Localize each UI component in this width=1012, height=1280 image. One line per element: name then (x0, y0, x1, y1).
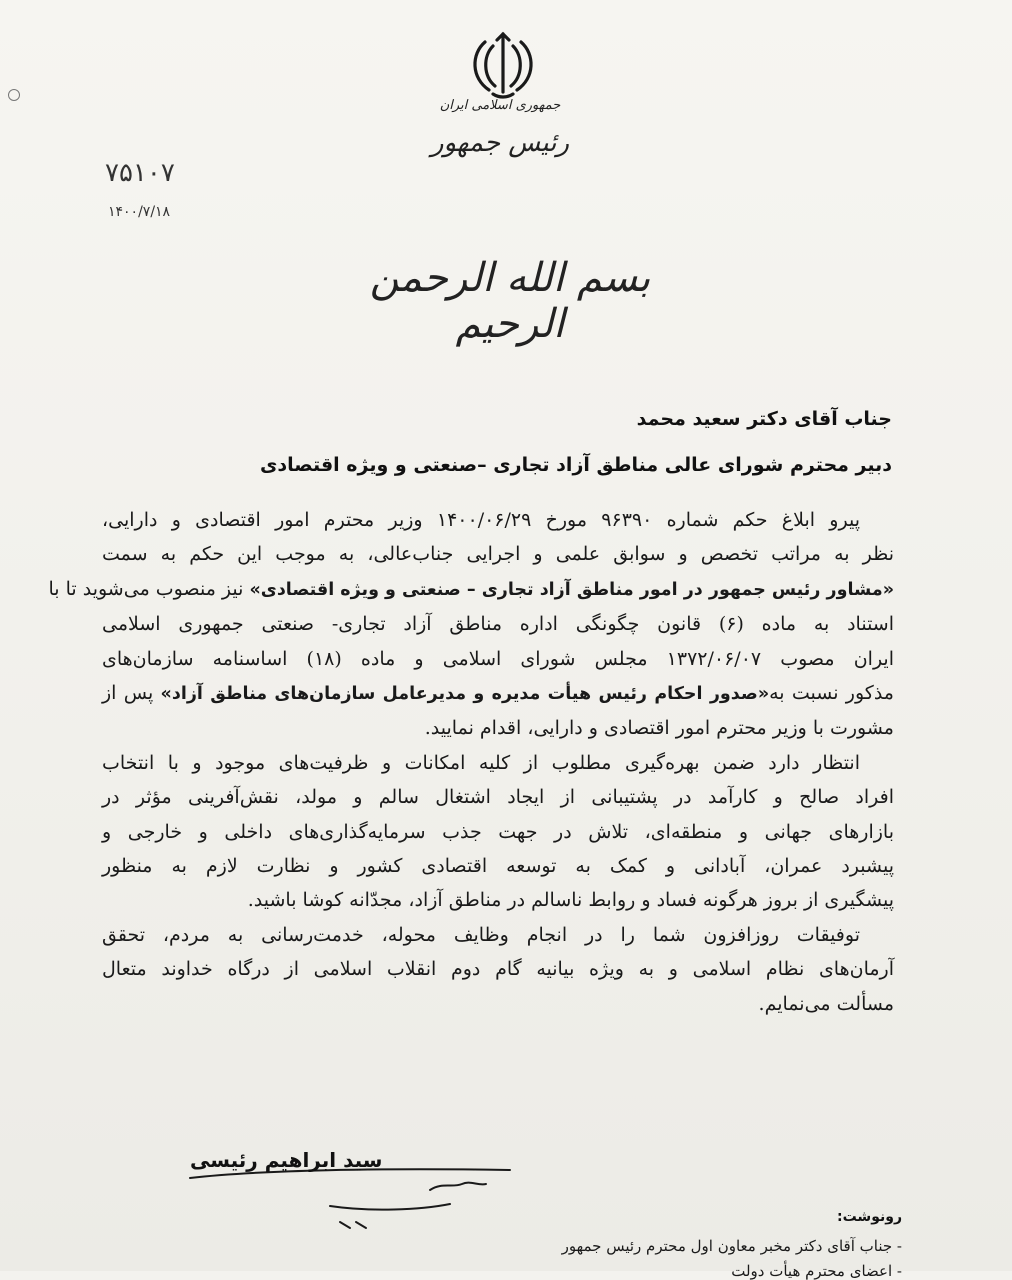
body-line: افراد صالح و کارآمد در پشتیبانی از ایجاد اشتغال سالم و مولد، نقش‌آفرینی مؤثر در (102, 786, 894, 809)
cc-recipient: - اعضای محترم هیأت دولت (731, 1262, 902, 1280)
body-line-rest: نیز منصوب می‌شوید تا با (48, 577, 250, 600)
body-line: نظر به مراتب تخصص و سوابق علمی و اجرایی جناب‌عالی، به موجب این حکم به سمت (102, 543, 894, 566)
recipient-block (260, 396, 892, 488)
body-line: آرمان‌های نظام اسلامی و به ویژه بیانیه گام دوم انقلاب اسلامی از درگاه خداوند متعال (102, 958, 894, 981)
body-line: پیشبرد عمران، آبادانی و کمک به توسعه اقتصادی کشور و نظارت لازم به منظور (102, 855, 894, 878)
body-line: مسألت می‌نمایم. (758, 992, 894, 1015)
body-line: ایران مصوب ۱۳۷۲/۰۶/۰۷ مجلس شورای اسلامی و ماده (۱۸) اساسنامه سازمان‌های (102, 647, 894, 670)
appointment-title: «مشاور رئیس جمهور در امور مناطق آزاد تجاری – صنعتی و ویژه اقتصادی» (249, 579, 894, 600)
emblem-icon (463, 28, 543, 100)
republic-name: جمهوری اسلامی ایران (439, 98, 561, 113)
office-title: رئیس جمهور (430, 128, 570, 158)
body-line (48, 572, 894, 607)
body-line: پیشگیری از بروز هرگونه فساد و روابط ناسالم در مناطق آزاد، مجدّانه کوشا باشید. (247, 889, 894, 912)
body-line (102, 676, 894, 711)
body-line: توفیقات روزافزون شما را در انجام وظایف محوله، خدمت‌رسانی به مردم، تحقق (102, 923, 860, 946)
letter-body (48, 503, 894, 1021)
body-line: استناد به ماده (۶) قانون چگونگی اداره مناطق آزاد تجاری- صنعتی جمهوری اسلامی (102, 613, 894, 636)
cc-recipient: - جناب آقای دکتر مخبر معاون اول محترم رئیس جمهور (561, 1237, 902, 1255)
body-line-pre: مذکور نسبت به (769, 682, 894, 705)
body-line: پیرو ابلاغ حکم شماره ۹۶۳۹۰ مورخ ۱۴۰۰/۰۶/۲۹ وزیر محترم امور اقتصادی و دارایی، (102, 509, 860, 531)
mandate-title: «صدور احکام رئیس هیأت مدیره و مدیرعامل سازمان‌های مناطق آزاد» (160, 684, 770, 705)
basmala-calligraphy: بسم الله الرحمن الرحیم (369, 255, 651, 347)
body-line: انتظار دارد ضمن بهره‌گیری مطلوب از کلیه امکانات و ظرفیت‌های موجود و با انتخاب (102, 751, 861, 774)
body-line: بازارهای جهانی و منطقه‌ای، تلاش در جهت جذب سرمایه‌گذاری‌های داخلی و خارجی و (102, 820, 894, 843)
body-line-post: پس از (102, 682, 161, 705)
recipient-title: دبیر محترم شورای عالی مناطق آزاد تجاری –صنعتی و ویژه اقتصادی (259, 454, 892, 476)
punch-hole (8, 89, 20, 101)
signatory-name: سید ابراهیم رئیسی (190, 1148, 383, 1172)
body-line: مشورت با وزیر محترم امور اقتصادی و دارایی، اقدام نمایید. (424, 717, 894, 740)
reference-number: ۷۵۱۰۷ (105, 158, 175, 188)
reference-date: ۱۴۰۰/۷/۱۸ (108, 204, 171, 220)
cc-title: رونوشت: (837, 1209, 902, 1225)
recipient-name: جناب آقای دکتر سعید محمد (636, 408, 892, 430)
